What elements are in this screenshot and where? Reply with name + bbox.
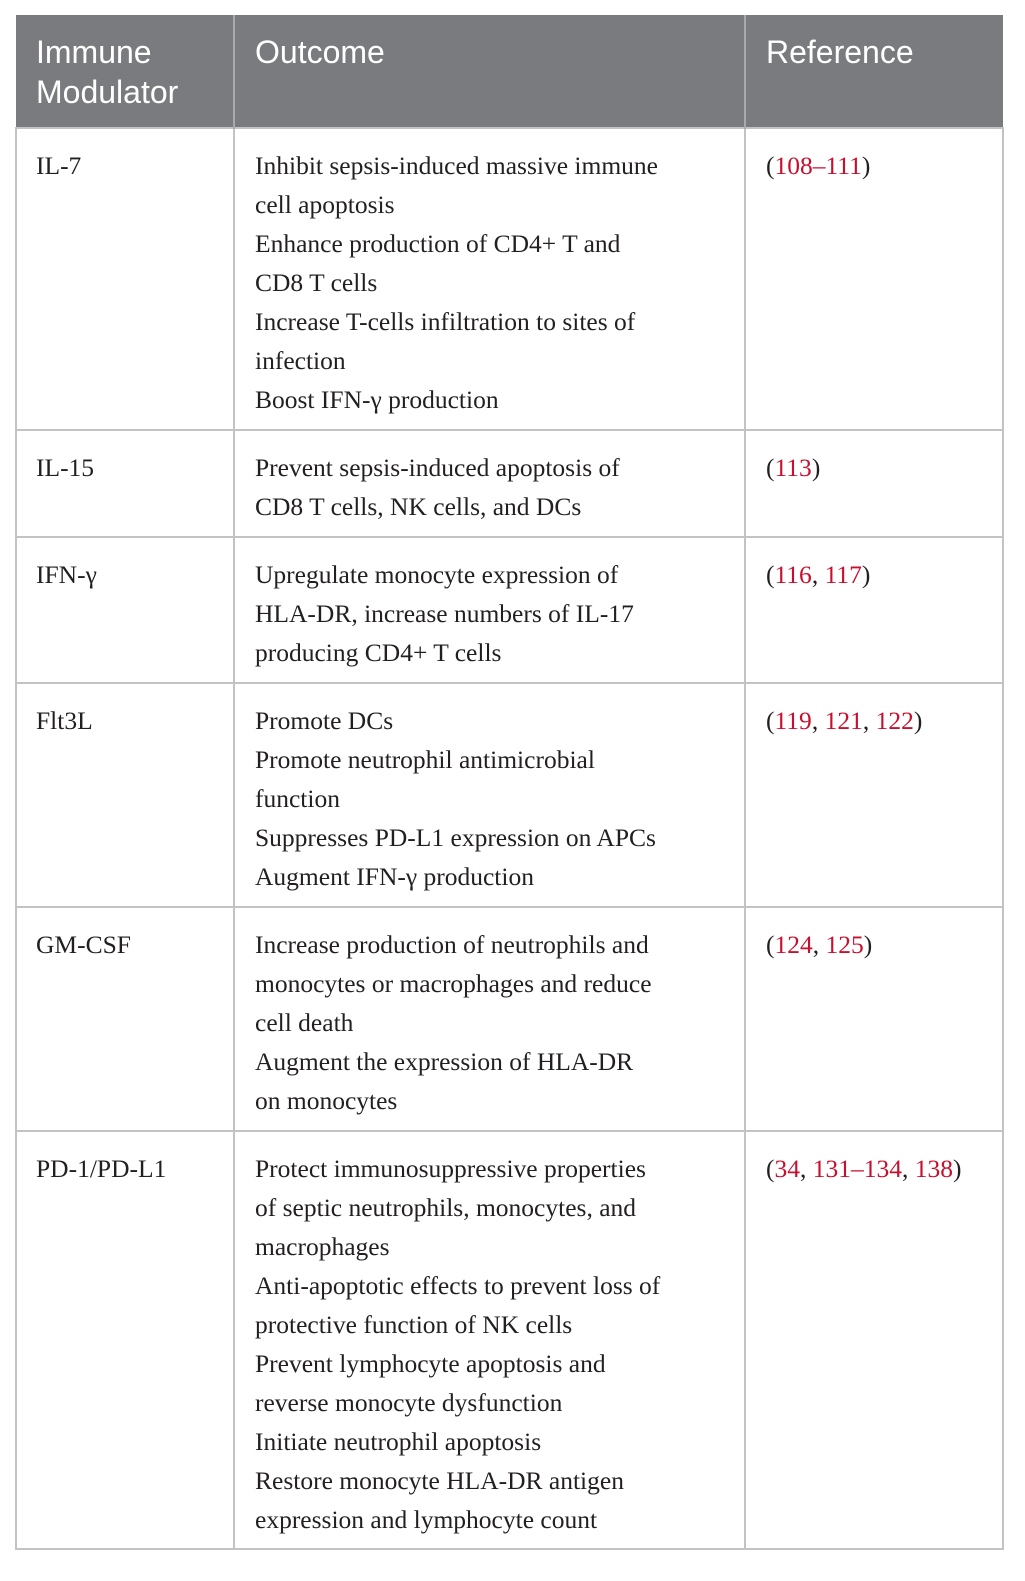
- reference-open-paren: (: [766, 1154, 775, 1183]
- outcome-line: Increase T-cells infiltration to sites of: [255, 307, 636, 336]
- immune-modulator-table: [15, 15, 1004, 1550]
- reference-close-paren: ): [861, 560, 871, 589]
- table-row: [16, 537, 1003, 683]
- reference-link[interactable]: 122: [875, 706, 914, 735]
- reference-link[interactable]: 124: [774, 930, 813, 959]
- outcome-line: CD8 T cells: [255, 268, 378, 297]
- reference-link[interactable]: 108–111: [774, 151, 862, 180]
- outcome-line: cell death: [255, 1008, 354, 1037]
- reference-cell: [745, 430, 1003, 537]
- table-row: [16, 128, 1003, 430]
- outcome-line: on monocytes: [255, 1086, 398, 1115]
- table-row: [16, 1131, 1003, 1549]
- header-reference: Reference: [745, 15, 1003, 128]
- reference-close-paren: ): [811, 453, 821, 482]
- reference-cell: (124, 125): [745, 907, 1003, 1131]
- reference-close-paren: ): [863, 930, 873, 959]
- outcome-line: Promote neutrophil antimicrobial: [255, 745, 595, 774]
- reference-cell: (119, 121, 122): [745, 683, 1003, 907]
- outcome-line: Augment the expression of HLA-DR: [255, 1047, 634, 1076]
- table-row: [16, 907, 1003, 1131]
- outcome-line: monocytes or macrophages and reduce: [255, 969, 652, 998]
- outcome-line: Suppresses PD-L1 expression on APCs: [255, 823, 656, 852]
- header-outcome: Outcome: [234, 15, 745, 128]
- reference-open-paren: (: [766, 151, 775, 180]
- reference-link[interactable]: 117: [824, 560, 862, 589]
- reference-open-paren: (: [766, 930, 775, 959]
- outcome-line: Augment IFN-γ production: [255, 862, 534, 891]
- outcome-line: macrophages: [255, 1232, 390, 1261]
- outcome-line: infection: [255, 346, 346, 375]
- outcome-cell: [234, 683, 745, 907]
- outcome-line: function: [255, 784, 340, 813]
- outcome-line: Restore monocyte HLA-DR antigen: [255, 1466, 624, 1495]
- modulator-cell: IL-15: [16, 430, 234, 537]
- outcome-line: Prevent lymphocyte apoptosis and: [255, 1349, 606, 1378]
- outcome-line: HLA-DR, increase numbers of IL-17: [255, 599, 634, 628]
- outcome-line: Initiate neutrophil apoptosis: [255, 1427, 542, 1456]
- table-header-row: [16, 15, 1003, 128]
- table-row: [16, 683, 1003, 907]
- reference-open-paren: (: [766, 706, 775, 735]
- outcome-line: protective function of NK cells: [255, 1310, 573, 1339]
- reference-close-paren: ): [913, 706, 923, 735]
- reference-link[interactable]: 113: [774, 453, 812, 482]
- outcome-line: Upregulate monocyte expression of: [255, 560, 619, 589]
- outcome-line: producing CD4+ T cells: [255, 638, 502, 667]
- table-row: [16, 430, 1003, 537]
- outcome-line: Prevent sepsis-induced apoptosis of: [255, 453, 620, 482]
- reference-cell: (116, 117): [745, 537, 1003, 683]
- modulator-cell: IL-7: [16, 128, 234, 430]
- outcome-line: Anti-apoptotic effects to prevent loss of: [255, 1271, 661, 1300]
- reference-link[interactable]: 119: [774, 706, 812, 735]
- outcome-cell: [234, 1131, 745, 1549]
- outcome-cell: [234, 128, 745, 430]
- outcome-line: Boost IFN-γ production: [255, 385, 499, 414]
- reference-open-paren: (: [766, 453, 775, 482]
- outcome-line: Promote DCs: [255, 706, 394, 735]
- reference-link[interactable]: 131–134: [812, 1154, 902, 1183]
- reference-link[interactable]: 138: [914, 1154, 953, 1183]
- outcome-line: reverse monocyte dysfunction: [255, 1388, 563, 1417]
- modulator-cell: IFN-γ: [16, 537, 234, 683]
- outcome-line: Inhibit sepsis-induced massive immune: [255, 151, 658, 180]
- reference-close-paren: ): [861, 151, 871, 180]
- outcome-line: expression and lymphocyte count: [255, 1505, 598, 1534]
- reference-close-paren: ): [953, 1154, 962, 1183]
- outcome-line: CD8 T cells, NK cells, and DCs: [255, 492, 582, 521]
- modulator-cell: Flt3L: [16, 683, 234, 907]
- reference-open-paren: (: [766, 560, 775, 589]
- modulator-cell: PD-1/PD-L1: [16, 1131, 234, 1549]
- outcome-cell: [234, 430, 745, 537]
- outcome-line: cell apoptosis: [255, 190, 395, 219]
- header-immune-modulator: Immune Modulator: [16, 15, 234, 128]
- outcome-line: Protect immunosuppressive properties: [255, 1154, 646, 1183]
- reference-link[interactable]: 121: [824, 706, 863, 735]
- outcome-line: Enhance production of CD4+ T and: [255, 229, 621, 258]
- reference-cell: (34, 131–134, 138): [745, 1131, 1003, 1549]
- reference-link[interactable]: 125: [825, 930, 864, 959]
- reference-link[interactable]: 116: [774, 560, 812, 589]
- reference-cell: [745, 128, 1003, 430]
- modulator-cell: GM-CSF: [16, 907, 234, 1131]
- outcome-cell: [234, 907, 745, 1131]
- reference-link[interactable]: 34: [774, 1154, 800, 1183]
- outcome-line: of septic neutrophils, monocytes, and: [255, 1193, 637, 1222]
- table-body: [16, 128, 1003, 1549]
- outcome-cell: [234, 537, 745, 683]
- outcome-line: Increase production of neutrophils and: [255, 930, 649, 959]
